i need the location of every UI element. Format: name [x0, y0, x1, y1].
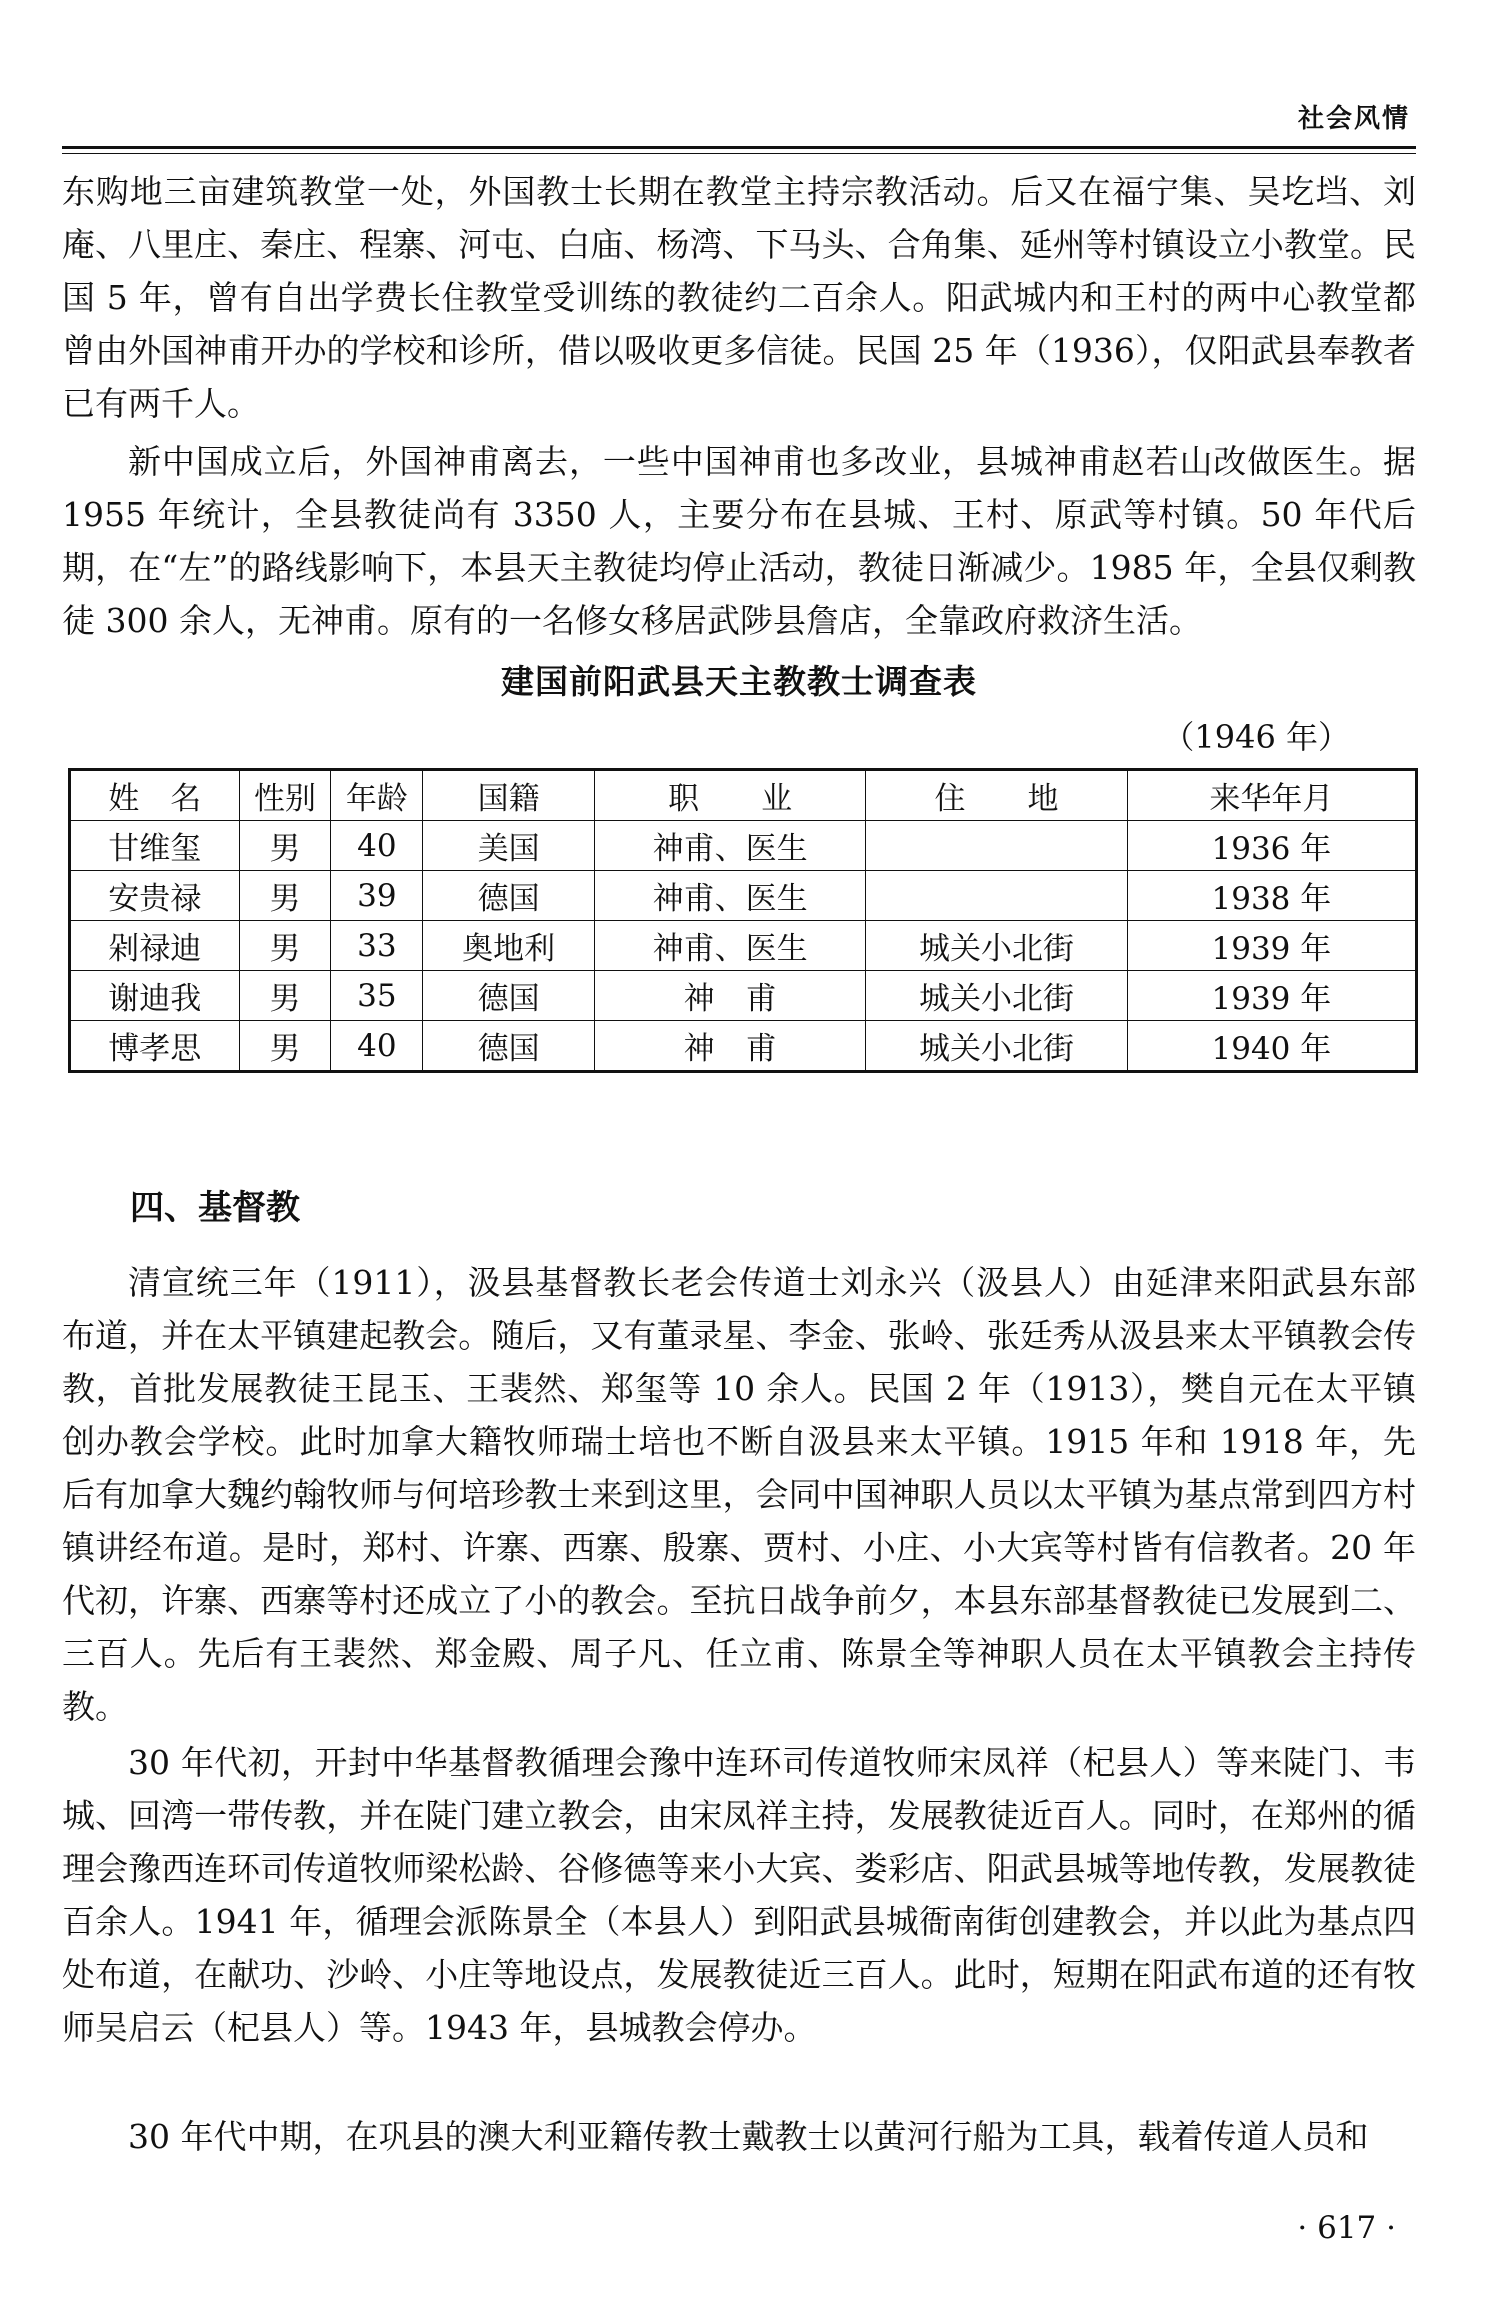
table-title: 建国前阳武县天主教教士调查表	[501, 662, 977, 701]
running-head: 社会风情	[1297, 104, 1410, 134]
cell-occupation: 神甫、医生	[594, 821, 865, 871]
table-year-note: （1946 年）	[1162, 718, 1350, 756]
cell-occupation: 神 甫	[594, 971, 865, 1021]
paragraph-protestant-1930s: 30 年代初，开封中华基督教循理会豫中连环司传道牧师宋凤祥（杞县人）等来陡门、韦城、回湾一带传教，并在陡门建立教会，由宋凤祥主持，发展教徒近百人。同时，在郑州的循理会豫西连环司传道牧师梁松龄、谷修德等来小大宾、娄彩店、阳武县城等地传教，发展教徒百余人。1941 年，循理会派陈景全（本县人）到阳武县城衙南街创建教会，并以此为基点四处布道，在献功、沙岭、小庄等地设点，发展教徒近三百人。此时，短期在阳武布道的还有牧师吴启云（杞县人）等。1943 年，县城教会停办。	[62, 1743, 1416, 2047]
cell-name: 谢迪我	[70, 971, 240, 1021]
cell-name: 博孝思	[70, 1021, 240, 1072]
paragraph-catholic-after-1949: 新中国成立后，外国神甫离去，一些中国神甫也多改业，县城神甫赵若山改做医生。据 1955 年统计，全县教徒尚有 3350 人，主要分布在县城、王村、原武等村镇。50 年代后期，在“左”的路线影响下，本县天主教徒均停止活动，教徒日渐减少。1985 年，全县仅剩教徒 300 余人，无神甫。原有的一名修女移居武陟县詹店，全靠政府救济生活。	[62, 442, 1416, 640]
header-nationality: 国籍	[423, 770, 595, 821]
header-age: 年龄	[331, 770, 423, 821]
table-row	[70, 871, 1417, 921]
cell-gender: 男	[239, 871, 331, 921]
cell-nationality: 奥地利	[423, 921, 595, 971]
table-row	[70, 971, 1417, 1021]
table-header-row	[70, 770, 1417, 821]
cell-residence	[866, 871, 1127, 921]
cell-nationality: 德国	[423, 971, 595, 1021]
cell-nationality: 德国	[423, 1021, 595, 1072]
cell-occupation: 神甫、医生	[594, 871, 865, 921]
cell-gender: 男	[239, 1021, 331, 1072]
cell-arrival-year: 1939 年	[1127, 971, 1416, 1021]
cell-arrival-year: 1938 年	[1127, 871, 1416, 921]
paragraph-catholic-history: 东购地三亩建筑教堂一处，外国教士长期在教堂主持宗教活动。后又在福宁集、吴圪垱、刘庵、八里庄、秦庄、程寨、河屯、白庙、杨湾、下马头、合角集、延州等村镇设立小教堂。民国 5 年，曾有自出学费长住教堂受训练的教徒约二百余人。阳武城内和王村的两中心教堂都曾由外国神甫开办的学校和诊所，借以吸收更多信徒。民国 25 年（1936），仅阳武县奉教者已有两千人。	[62, 172, 1417, 423]
header-occupation: 职 业	[594, 770, 865, 821]
cell-name: 安贵禄	[70, 871, 240, 921]
cell-occupation: 神 甫	[594, 1021, 865, 1072]
table-row	[70, 921, 1417, 971]
page-number: · 617 ·	[1297, 2210, 1396, 2246]
section-heading: 四、基督教	[130, 1188, 300, 1228]
cell-nationality: 美国	[423, 821, 595, 871]
cell-residence: 城关小北街	[866, 1021, 1127, 1072]
cell-age: 40	[331, 1021, 423, 1072]
cell-age: 33	[331, 921, 423, 971]
header-rule-thin	[62, 153, 1416, 154]
paragraph-protestant-beginnings: 清宣统三年（1911），汲县基督教长老会传道士刘永兴（汲县人）由延津来阳武县东部布道，并在太平镇建起教会。随后，又有董录星、李金、张岭、张廷秀从汲县来太平镇教会传教，首批发展教徒王昆玉、王裴然、郑玺等 10 余人。民国 2 年（1913），樊自元在太平镇创办教会学校。此时加拿大籍牧师瑞士培也不断自汲县来太平镇。1915 年和 1918 年，先后有加拿大魏约翰牧师与何培珍教士来到这里，会同中国神职人员以太平镇为基点常到四方村镇讲经布道。是时，郑村、许寨、西寨、殷寨、贾村、小庄、小大宾等村皆有信教者。20 年代初，许寨、西寨等村还成立了小的教会。至抗日战争前夕，本县东部基督教徒已发展到二、三百人。先后有王裴然、郑金殿、周子凡、任立甫、陈景全等神职人员在太平镇教会主持传教。	[62, 1263, 1416, 1726]
cell-gender: 男	[239, 921, 331, 971]
cell-residence	[866, 821, 1127, 871]
cell-residence: 城关小北街	[866, 971, 1127, 1021]
table-row	[70, 1021, 1417, 1072]
cell-occupation: 神甫、医生	[594, 921, 865, 971]
table-row	[70, 821, 1417, 871]
header-gender: 性别	[239, 770, 331, 821]
cell-name: 甘维玺	[70, 821, 240, 871]
paragraph-protestant-mid-1930s: 30 年代中期，在巩县的澳大利亚籍传教士戴教士以黄河行船为工具，载着传道人员和	[128, 2117, 1369, 2156]
cell-arrival-year: 1936 年	[1127, 821, 1416, 871]
missionary-survey-table	[68, 768, 1418, 1073]
cell-name: 剁禄迪	[70, 921, 240, 971]
cell-age: 40	[331, 821, 423, 871]
header-name: 姓 名	[70, 770, 240, 821]
header-residence: 住 地	[866, 770, 1127, 821]
cell-gender: 男	[239, 971, 331, 1021]
cell-nationality: 德国	[423, 871, 595, 921]
cell-residence: 城关小北街	[866, 921, 1127, 971]
cell-age: 35	[331, 971, 423, 1021]
header-arrival-year: 来华年月	[1127, 770, 1416, 821]
cell-gender: 男	[239, 821, 331, 871]
cell-age: 39	[331, 871, 423, 921]
cell-arrival-year: 1940 年	[1127, 1021, 1416, 1072]
cell-arrival-year: 1939 年	[1127, 921, 1416, 971]
header-rule-thick	[62, 146, 1416, 149]
